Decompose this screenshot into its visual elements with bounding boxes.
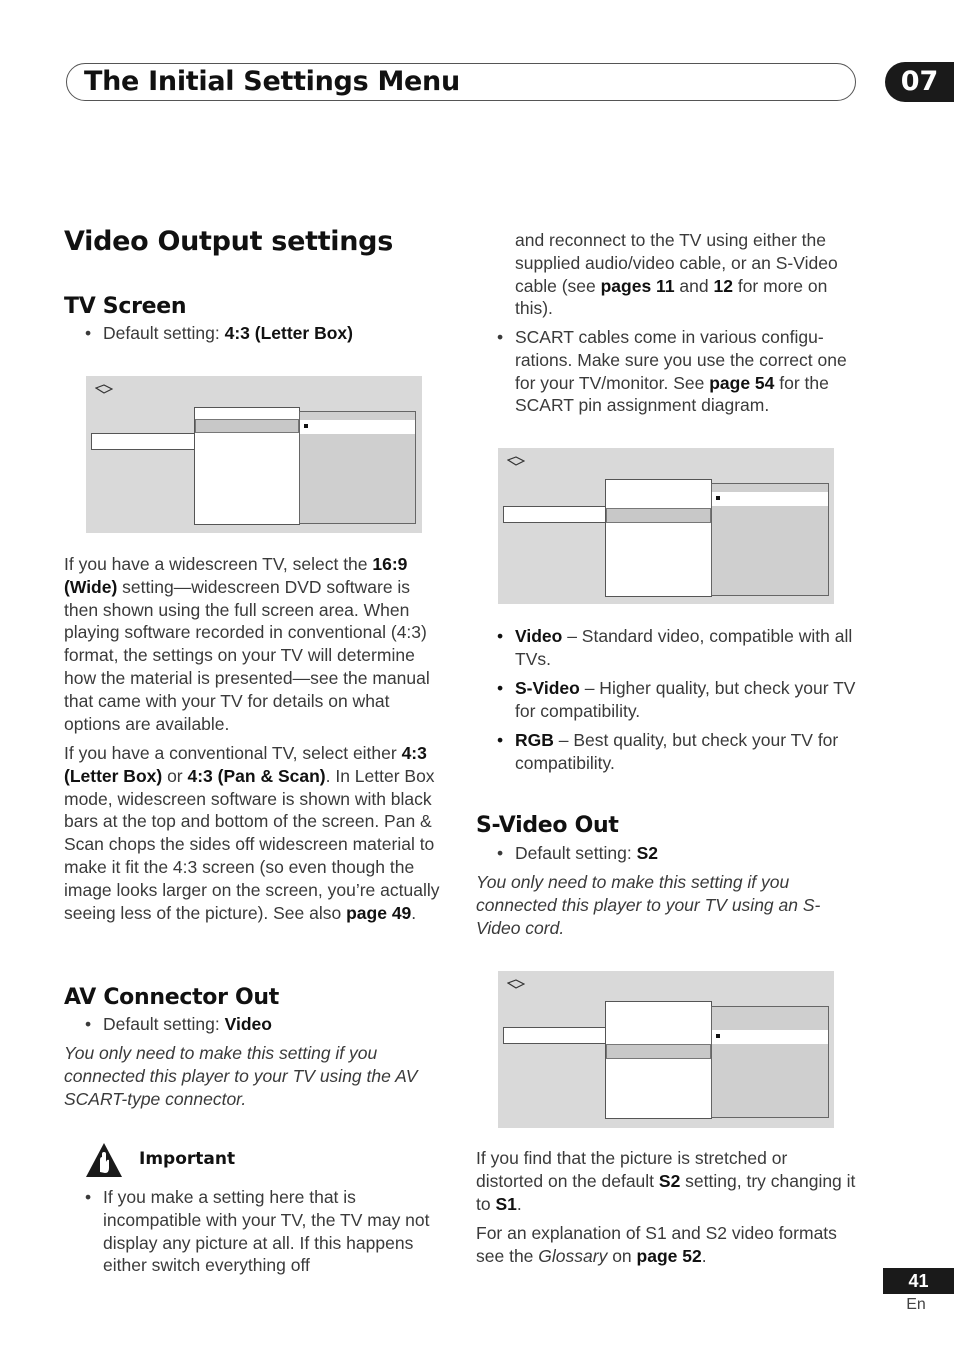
- disc-icon: [507, 456, 525, 466]
- menu-column-1: [503, 1027, 607, 1044]
- av-connector-menu-screenshot: [498, 448, 834, 604]
- selected-option: [712, 492, 828, 506]
- section-title: Video Output settings: [64, 226, 393, 257]
- option-rgb: • RGB – Best quality, but check your TV for compatibility.: [497, 730, 839, 773]
- page-number: 41: [883, 1268, 954, 1294]
- tv-screen-heading: TV Screen: [64, 294, 187, 319]
- chapter-badge: 07: [885, 62, 954, 102]
- tv-screen-menu-screenshot: [86, 376, 422, 533]
- av-connector-continued: and reconnect to the TV using either the supplied audio/video cable, or an S-Video cable (see pages 11 and 12 for more on this).: [515, 230, 838, 319]
- menu-column-2: [605, 479, 712, 597]
- av-connector-note: You only need to make this setting if you connected this player to your TV using the AV SCART-type connector.: [64, 1043, 418, 1109]
- menu-column-1: [91, 433, 195, 450]
- disc-icon: [95, 384, 113, 394]
- important-label: Important: [139, 1149, 236, 1169]
- tv-screen-default: • Default setting: 4:3 (Letter Box): [85, 323, 353, 343]
- av-connector-heading: AV Connector Out: [64, 985, 279, 1010]
- menu-column-2: [605, 1001, 712, 1119]
- s-video-out-note: You only need to make this setting if you connected this player to your TV using an S-Video cord.: [476, 872, 821, 938]
- av-connector-default: • Default setting: Video: [85, 1014, 272, 1034]
- s-video-out-para-2: For an explanation of S1 and S2 video formats see the Glossary on page 52.: [476, 1223, 837, 1266]
- option-s-video: • S-Video – Higher quality, but check your TV for compatibility.: [497, 678, 856, 721]
- disc-icon: [507, 979, 525, 989]
- s-video-out-para-1: If you find that the picture is stretched or distorted on the default S2 setting, try changing it to S1.: [476, 1148, 856, 1214]
- scart-bullet: • SCART cables come in various configu-rations. Make sure you use the correct one for your TV/monitor. See page 54 for the SCART pin assignment diagram.: [497, 327, 847, 416]
- selected-option: [300, 420, 415, 434]
- selected-option: [712, 1030, 828, 1044]
- s-video-out-heading: S-Video Out: [476, 813, 619, 838]
- s-video-out-menu-screenshot: [498, 971, 834, 1128]
- important-bullet: • If you make a setting here that is incompatible with your TV, the TV may not display any picture at all. If this happens either switch everything off: [85, 1187, 430, 1276]
- option-video: • Video – Standard video, compatible with all TVs.: [497, 626, 853, 669]
- important-warning-icon: [85, 1142, 123, 1178]
- menu-column-1: [503, 506, 607, 523]
- s-video-out-default: • Default setting: S2: [497, 843, 659, 863]
- tv-screen-para-1: If you have a widescreen TV, select the 16:9 (Wide) setting—widescreen DVD software is then shown using the full screen area. When playing software recorded in conventional (4:3) format, the settings on your TV will determine how the material is presented—see the manual that came with your TV for details on what options are available.: [64, 554, 430, 734]
- menu-column-3: [711, 1006, 829, 1118]
- page-header-title: The Initial Settings Menu: [84, 66, 460, 97]
- tv-screen-para-2: If you have a conventional TV, select either 4:3 (Letter Box) or 4:3 (Pan & Scan). In Letter Box mode, widescreen software is shown with black bars at the top and bottom of the screen. Pan & Scan chops the sides off widescreen material to make it fit the 4:3 screen (so even though the image looks larger on the screen, you’re actually seeing less of the picture). See also page 49.: [64, 743, 440, 923]
- page-language: En: [906, 1296, 926, 1313]
